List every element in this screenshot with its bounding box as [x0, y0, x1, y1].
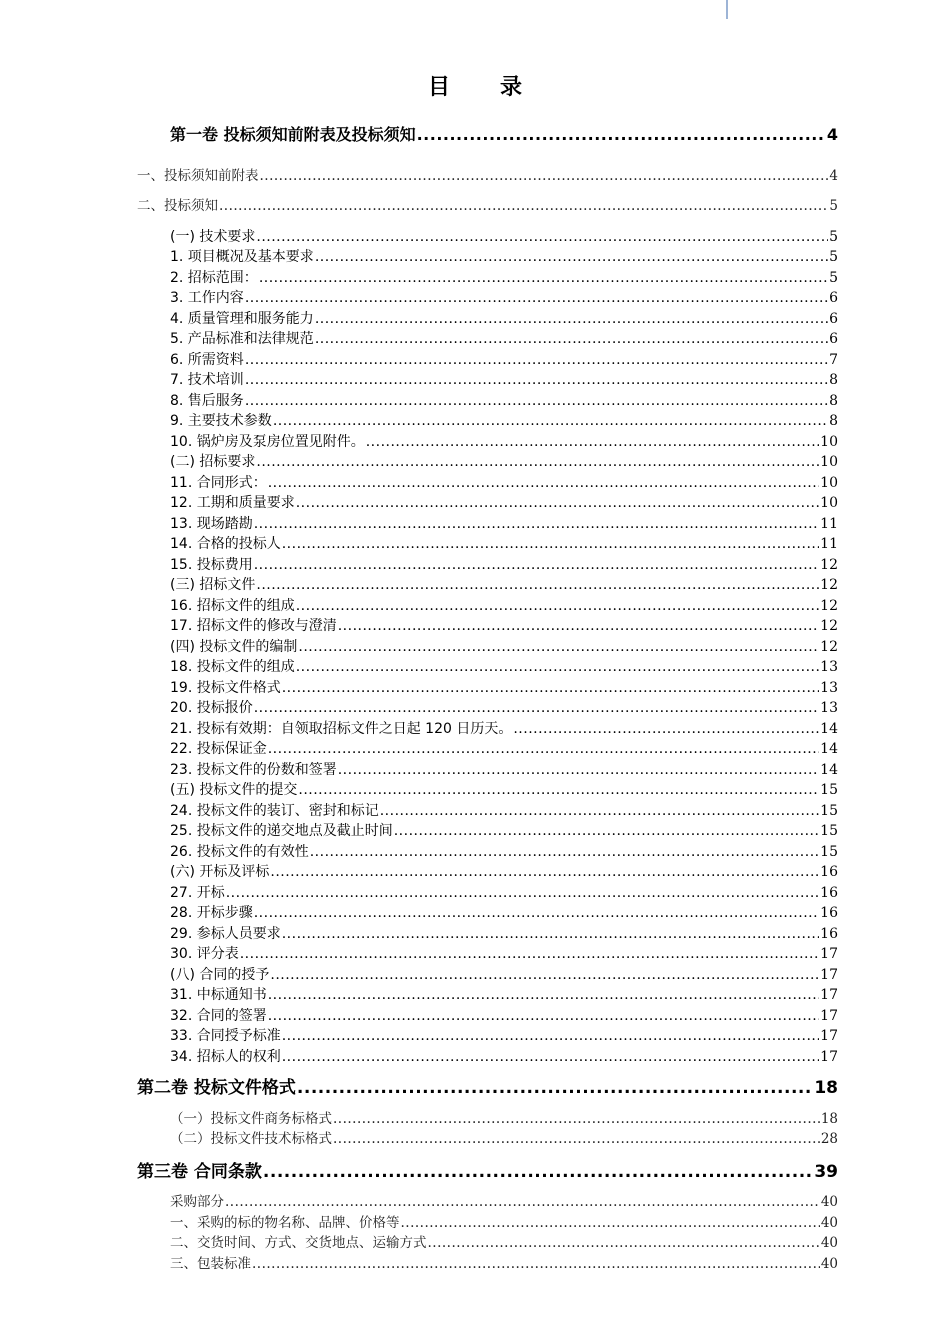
dot-leader [245, 373, 828, 387]
toc-entry-page: 10 [820, 495, 838, 511]
toc-entry-page: 17 [820, 1049, 838, 1065]
dot-leader [245, 394, 828, 408]
toc-entry-page: 15 [820, 803, 838, 819]
toc-entry[interactable] [170, 927, 838, 941]
toc-entry[interactable] [170, 722, 838, 736]
toc-entry-page: 40 [820, 1194, 838, 1210]
toc-entry[interactable] [170, 353, 838, 367]
toc-entry-page: 13 [820, 659, 838, 675]
toc-entry[interactable] [170, 476, 838, 490]
toc-entry[interactable] [170, 906, 838, 920]
toc-entry-title: 15. 投标费用 [170, 557, 253, 573]
dot-leader [263, 1164, 813, 1181]
dot-leader [380, 804, 819, 818]
toc-entry-page: 28 [820, 1131, 838, 1147]
dot-leader [298, 640, 819, 654]
toc-entry-title: 29. 参标人员要求 [170, 926, 281, 942]
toc-entry[interactable] [170, 660, 838, 674]
dot-leader [254, 906, 819, 920]
toc-entry-page: 6 [829, 331, 838, 347]
toc-entry-page: 11 [820, 536, 838, 552]
toc-entry-title: 第二卷 投标文件格式 [137, 1078, 296, 1098]
toc-entry-page: 12 [820, 557, 838, 573]
toc-entry-title: 5. 产品标准和法律规范 [170, 331, 314, 347]
toc-entry[interactable] [170, 599, 838, 613]
toc-entry-title: 2. 招标范围： [170, 270, 258, 286]
toc-entry[interactable] [170, 865, 838, 879]
toc-entry-title: 1. 项目概况及基本要求 [170, 249, 314, 265]
toc-entry-title: 12. 工期和质量要求 [170, 495, 295, 511]
dot-leader [338, 619, 819, 633]
toc-entry[interactable] [170, 1237, 838, 1251]
toc-entry-page: 5 [829, 249, 838, 265]
dot-leader [254, 558, 819, 572]
toc-entry-page: 17 [820, 946, 838, 962]
toc-entry[interactable] [170, 127, 838, 143]
toc-entry-page: 14 [820, 721, 838, 737]
toc-entry-title: 采购部分 [170, 1194, 224, 1210]
dot-leader [268, 1009, 819, 1023]
toc-entry-page: 14 [820, 741, 838, 757]
toc-entry-title: 22. 投标保证金 [170, 741, 267, 757]
toc-entry[interactable] [170, 824, 838, 838]
toc-entry[interactable] [170, 640, 838, 654]
toc-entry-title: 一、采购的标的物名称、品牌、价格等 [170, 1215, 400, 1231]
dot-leader [366, 435, 819, 449]
toc-entry-title: (一) 技术要求 [170, 229, 256, 245]
dot-leader [282, 927, 819, 941]
toc-entry[interactable] [170, 947, 838, 961]
toc-entry-title: 20. 投标报价 [170, 700, 253, 716]
toc-entry[interactable] [170, 537, 838, 551]
dot-leader [315, 250, 828, 264]
toc-entry[interactable] [170, 558, 838, 572]
toc-entry[interactable] [170, 681, 838, 695]
dot-leader [310, 845, 819, 859]
dot-leader [298, 783, 819, 797]
dot-leader [245, 291, 828, 305]
dot-leader [268, 742, 819, 756]
toc-entry-title: 16. 招标文件的组成 [170, 598, 295, 614]
toc-entry-page: 18 [820, 1111, 838, 1127]
dot-leader [333, 1113, 820, 1127]
toc-entry-title: 第三卷 合同条款 [137, 1162, 262, 1182]
toc-entry[interactable] [170, 414, 838, 428]
toc-entry-title: (二) 招标要求 [170, 454, 256, 470]
dot-leader [282, 681, 819, 695]
toc-entry-title: 23. 投标文件的份数和签署 [170, 762, 337, 778]
toc-entry-title: 11. 合同形式： [170, 475, 267, 491]
toc-entry[interactable] [170, 619, 838, 633]
toc-entry-title: 17. 招标文件的修改与澄清 [170, 618, 337, 634]
dot-leader [296, 496, 819, 510]
toc-entry-page: 40 [820, 1256, 838, 1272]
toc-entry-title: 9. 主要技术参数 [170, 413, 272, 429]
dot-leader [296, 599, 819, 613]
toc-entry-title: 二、交货时间、方式、交货地点、运输方式 [170, 1235, 427, 1251]
toc-entry-title: 3. 工作内容 [170, 290, 244, 306]
toc-entry[interactable] [170, 1196, 838, 1210]
toc-entry-title: (六) 开标及评标 [170, 864, 270, 880]
toc-entry-page: 8 [829, 413, 838, 429]
dot-leader [245, 353, 828, 367]
toc-entry-page: 5 [829, 198, 838, 214]
toc-entry-page: 15 [820, 823, 838, 839]
toc-entry-page: 40 [820, 1235, 838, 1251]
toc-entry-page: 16 [820, 864, 838, 880]
toc-entry[interactable] [170, 968, 838, 982]
toc-entry-page: 10 [820, 475, 838, 491]
dot-leader [282, 537, 819, 551]
toc-entry-title: 25. 投标文件的递交地点及截止时间 [170, 823, 393, 839]
dot-leader [338, 763, 819, 777]
toc-entry-page: 4 [826, 125, 838, 144]
toc-entry-page: 12 [820, 598, 838, 614]
toc-entry-page: 10 [820, 454, 838, 470]
toc-entry-title: 26. 投标文件的有效性 [170, 844, 309, 860]
toc-entry[interactable] [170, 394, 838, 408]
toc-entry-page: 15 [820, 844, 838, 860]
dot-leader [401, 1217, 820, 1231]
toc-entry-title: 34. 招标人的权利 [170, 1049, 281, 1065]
dot-leader [282, 1029, 819, 1043]
toc-entry-page: 16 [820, 905, 838, 921]
toc-entry-title: 4. 质量管理和服务能力 [170, 311, 314, 327]
toc-entry[interactable] [170, 1029, 838, 1043]
toc-entry-page: 39 [814, 1162, 838, 1182]
toc-entry[interactable] [170, 312, 838, 326]
toc-entry-title: 18. 投标文件的组成 [170, 659, 295, 675]
toc-entry-page: 18 [814, 1078, 838, 1098]
toc-entry-page: 17 [820, 987, 838, 1003]
toc-entry-title: 30. 评分表 [170, 946, 239, 962]
toc-entry-page: 17 [820, 1028, 838, 1044]
toc-entry-title: 21. 投标有效期：自领取招标文件之日起 120 日历天。 [170, 721, 513, 737]
toc-entry[interactable] [170, 988, 838, 1002]
toc-entry[interactable] [170, 1133, 838, 1147]
dot-leader [256, 578, 819, 592]
toc-entry[interactable] [137, 200, 838, 214]
toc-entry-title: 二、投标须知 [137, 198, 218, 214]
toc-entry-page: 5 [829, 270, 838, 286]
dot-leader [428, 1237, 820, 1251]
dot-leader [513, 722, 819, 736]
toc-entry-title: （一）投标文件商务标格式 [170, 1111, 332, 1127]
toc-entry-title: 8. 售后服务 [170, 393, 244, 409]
toc-entry-page: 10 [820, 434, 838, 450]
dot-leader [260, 170, 829, 184]
toc-entry[interactable] [170, 332, 838, 346]
toc-entry-title: 27. 开标 [170, 885, 225, 901]
toc-entry-page: 12 [820, 618, 838, 634]
dot-leader [315, 332, 828, 346]
toc-entry[interactable] [170, 886, 838, 900]
toc-entry-page: 40 [820, 1215, 838, 1231]
toc-entry[interactable] [137, 1164, 838, 1181]
dot-leader [273, 414, 828, 428]
dot-leader [252, 1258, 820, 1272]
dot-leader [394, 824, 819, 838]
dot-leader [256, 455, 819, 469]
toc-entry-page: 5 [829, 229, 838, 245]
toc-entry-title: 6. 所需资料 [170, 352, 244, 368]
dot-leader [254, 517, 819, 531]
toc-entry-title: 31. 中标通知书 [170, 987, 267, 1003]
toc-entry-page: 13 [820, 680, 838, 696]
dot-leader [268, 476, 819, 490]
toc-entry-title: (四) 投标文件的编制 [170, 639, 298, 655]
toc-entry[interactable] [170, 578, 838, 592]
toc-entry[interactable] [170, 783, 838, 797]
toc-entry[interactable] [170, 455, 838, 469]
toc-entry-page: 16 [820, 885, 838, 901]
toc-entry[interactable] [170, 496, 838, 510]
dot-leader [225, 1196, 820, 1210]
toc-entry-page: 12 [820, 577, 838, 593]
toc-entry[interactable] [170, 1258, 838, 1272]
dot-leader [333, 1133, 820, 1147]
dot-leader [226, 886, 819, 900]
toc-entry-title: 7. 技术培训 [170, 372, 244, 388]
toc-entry-page: 17 [820, 967, 838, 983]
toc-entry-page: 6 [829, 290, 838, 306]
toc-entry[interactable] [170, 763, 838, 777]
toc-entry-page: 7 [829, 352, 838, 368]
toc-entry-title: (八) 合同的授予 [170, 967, 270, 983]
toc-entry-page: 8 [829, 372, 838, 388]
toc-entry[interactable] [170, 1009, 838, 1023]
dot-leader [259, 271, 828, 285]
toc-entry[interactable] [137, 1080, 838, 1097]
toc-entry-title: 10. 锅炉房及泵房位置见附件。 [170, 434, 365, 450]
toc-entry[interactable] [170, 435, 838, 449]
toc-entry-page: 15 [820, 782, 838, 798]
toc-entry-page: 14 [820, 762, 838, 778]
toc-entry-page: 13 [820, 700, 838, 716]
toc-entry-title: (三) 招标文件 [170, 577, 256, 593]
toc-entry-page: 6 [829, 311, 838, 327]
dot-leader [270, 968, 819, 982]
toc-entry-title: 28. 开标步骤 [170, 905, 253, 921]
dot-leader [270, 865, 819, 879]
dot-leader [256, 230, 828, 244]
toc-entry[interactable] [170, 517, 838, 531]
toc-entry[interactable] [170, 373, 838, 387]
toc-entry-page: 17 [820, 1008, 838, 1024]
toc-entry-page: 16 [820, 926, 838, 942]
toc-entry-page: 4 [829, 168, 838, 184]
toc-entry[interactable] [170, 230, 838, 244]
toc-entry[interactable] [170, 250, 838, 264]
dot-leader [240, 947, 819, 961]
toc-entry-title: 13. 现场踏勘 [170, 516, 253, 532]
dot-leader [417, 127, 826, 143]
toc-entry[interactable] [170, 1050, 838, 1064]
toc-entry[interactable] [137, 170, 838, 184]
toc-entry-title: 33. 合同授予标准 [170, 1028, 281, 1044]
toc-entry-title: 24. 投标文件的装订、密封和标记 [170, 803, 379, 819]
page-title: 目 录 [427, 75, 536, 100]
toc-entry[interactable] [170, 701, 838, 715]
dot-leader [315, 312, 828, 326]
toc-entry[interactable] [170, 845, 838, 859]
dot-leader [296, 660, 819, 674]
toc-entry-page: 8 [829, 393, 838, 409]
toc-entry-page: 11 [820, 516, 838, 532]
toc-entry[interactable] [170, 291, 838, 305]
toc-entry[interactable] [170, 1217, 838, 1231]
toc-entry[interactable] [170, 271, 838, 285]
dot-leader [254, 701, 819, 715]
toc-entry-title: 第一卷 投标须知前附表及投标须知 [170, 125, 416, 144]
toc-entry[interactable] [170, 742, 838, 756]
toc-entry-title: 19. 投标文件格式 [170, 680, 281, 696]
toc-entry-title: (五) 投标文件的提交 [170, 782, 298, 798]
toc-entry-page: 12 [820, 639, 838, 655]
dot-leader [297, 1080, 813, 1097]
dot-leader [219, 200, 828, 214]
dot-leader [268, 988, 819, 1002]
toc-entry-title: 32. 合同的签署 [170, 1008, 267, 1024]
toc-entry-title: 三、包装标准 [170, 1256, 251, 1272]
toc-entry-title: 一、投标须知前附表 [137, 168, 259, 184]
toc-entry-title: （二）投标文件技术标格式 [170, 1131, 332, 1147]
dot-leader [282, 1050, 819, 1064]
toc-entry-title: 14. 合格的投标人 [170, 536, 281, 552]
toc-entry[interactable] [170, 1113, 838, 1127]
toc-entry[interactable] [170, 804, 838, 818]
